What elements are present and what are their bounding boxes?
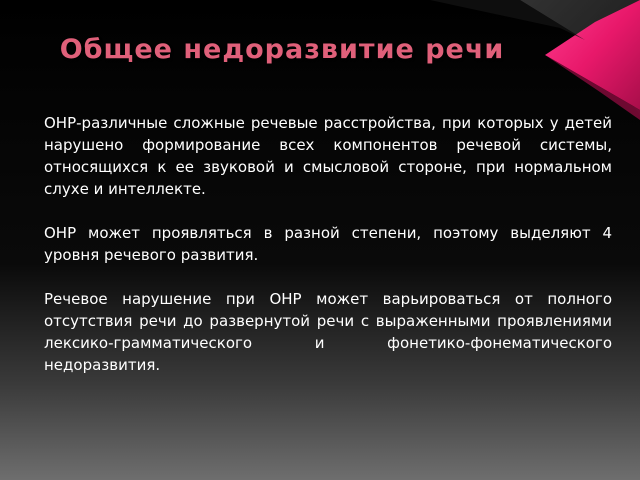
paragraph-variation: Речевое нарушение при ОНР может варьироваться от полного отсутствия речи до развернутой речи с выраженными проявлениями лексико-грамматического и фонетико-фонематического недоразвития. — [44, 290, 612, 374]
paragraph-definition: ОНР-различные сложные речевые расстройства, при которых у детей нарушено формирование всех компонентов речевой системы, относящихся к ее звуковой и смысловой стороне, при нормальном слухе и интеллекте. — [44, 114, 612, 198]
slide-title: Общее недоразвитие речи — [59, 34, 505, 65]
paragraph-levels: ОНР может проявляться в разной степени, поэтому выделяют 4 уровня речевого развития. — [44, 224, 612, 264]
slide-body — [44, 112, 612, 398]
